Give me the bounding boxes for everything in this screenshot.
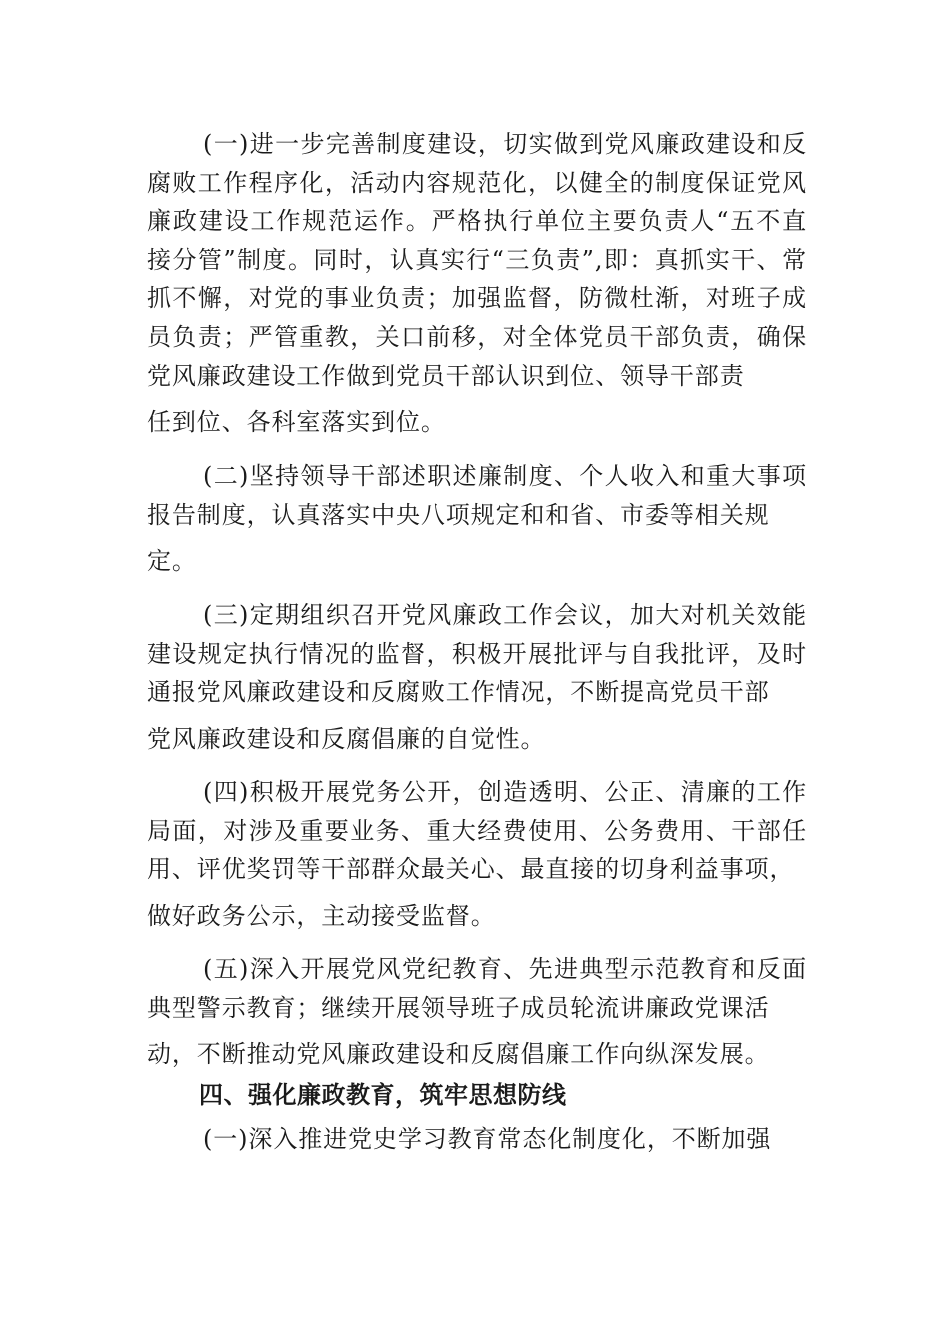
paragraph-5 [147,950,807,1074]
paragraph-6-body: (一)深入推进党史学习教育常态化制度化，不断加强 [203,1125,772,1153]
paragraph-1 [147,125,807,442]
paragraph-5-body: (五)深入开展党风党纪教育、先进典型示范教育和反面典型警示教育；继续开展领导班子成员轮流讲廉政党课活 [147,955,807,1022]
paragraph-6 [147,1120,807,1159]
paragraph-3 [147,596,807,758]
paragraph-2 [147,457,807,581]
paragraph-2-body: (二)坚持领导干部述职述廉制度、个人收入和重大事项报告制度，认真落实中央八项规定和和省、市委等相关规 [147,462,807,529]
paragraph-1-tail: 任到位、各科室落实到位。 [147,408,446,437]
paragraph-5-tail: 动，不断推动党风廉政建设和反腐倡廉工作向纵深发展。 [147,1040,770,1069]
paragraph-3-body: (三)定期组织召开党风廉政工作会议，加大对机关效能建设规定执行情况的监督，积极开展批评与自我批评，及时通报党风廉政建设和反腐败工作情况，不断提高党员干部 [147,601,807,707]
paragraph-4 [147,773,807,935]
section-heading: 四、强化廉政教育，筑牢思想防线 [199,1081,567,1109]
paragraph-2-tail: 定。 [147,547,197,576]
paragraph-4-tail: 做好政务公示，主动接受监督。 [147,901,496,930]
paragraph-4-body: (四)积极开展党务公开，创造透明、公正、清廉的工作局面，对涉及重要业务、重大经费使用、公务费用、干部任用、评优奖罚等干部群众最关心、最直接的切身利益事项， [147,778,807,884]
paragraph-3-tail: 党风廉政建设和反腐倡廉的自觉性。 [147,724,546,753]
paragraph-1-body: (一)进一步完善制度建设，切实做到党风廉政建设和反腐败工作程序化，活动内容规范化，以健全的制度保证党风廉政建设工作规范运作。严格执行单位主要负责人“五不直接分管”制度。同时，认真实行“三负责”,即：真抓实干、常抓不懈，对党的事业负责；加强监督，防微杜渐，对班子成员负责；严管重教，关口前移，对全体党员干部负责，确保党风廉政建设工作做到党员干部认识到位、领导干部责 [147,130,807,390]
